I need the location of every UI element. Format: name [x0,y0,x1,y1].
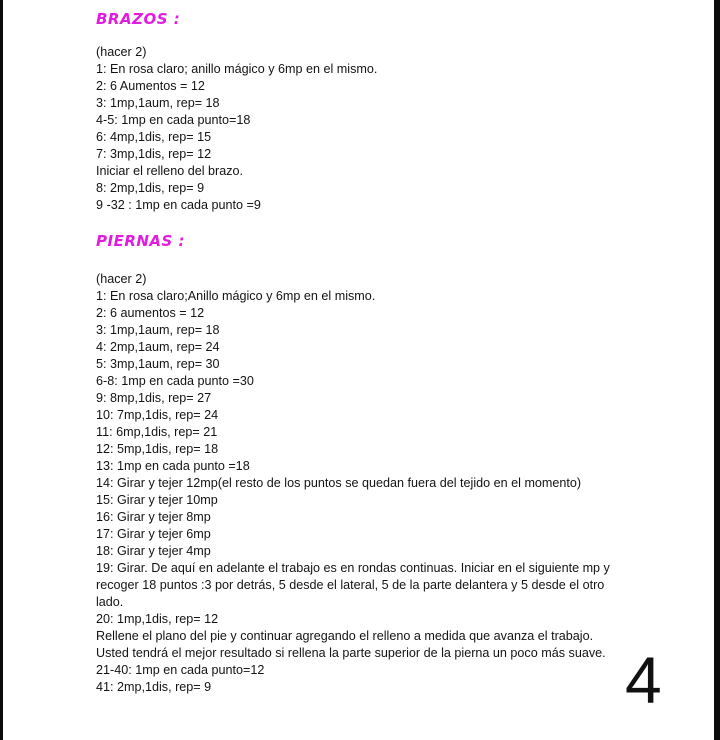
piernas-instructions [96,271,610,696]
piernas-instruction-line: Usted tendrá el mejor resultado si rellena la parte superior de la pierna un poco más suave. [96,646,606,660]
brazos-instruction-line: Iniciar el relleno del brazo. [96,164,244,178]
piernas-instruction-line: 9: 8mp,1dis, rep= 27 [96,391,212,405]
piernas-instruction-line: 3: 1mp,1aum, rep= 18 [96,323,220,337]
piernas-instruction-line: 10: 7mp,1dis, rep= 24 [96,408,219,422]
piernas-instruction-line: 19: Girar. De aquí en adelante el trabajo es en rondas continuas. Iniciar en el siguiente mp y [96,561,610,575]
piernas-instruction-line: 17: Girar y tejer 6mp [96,527,211,541]
piernas-instruction-line: 6-8: 1mp en cada punto =30 [96,374,254,388]
piernas-instruction-line: 15: Girar y tejer 10mp [96,493,218,507]
piernas-instruction-line: 2: 6 aumentos = 12 [96,306,205,320]
brazos-instruction-line: 6: 4mp,1dis, rep= 15 [96,130,212,144]
brazos-heading: BRAZOS : [96,10,181,28]
piernas-instruction-line: 41: 2mp,1dis, rep= 9 [96,680,212,694]
piernas-instruction-line: Rellene el plano del pie y continuar agregando el relleno a medida que avanza el trabajo. [96,629,594,643]
brazos-instruction-line: 2: 6 Aumentos = 12 [96,79,205,93]
piernas-instruction-line: 14: Girar y tejer 12mp(el resto de los puntos se quedan fuera del tejido en el momento) [96,476,582,490]
brazos-instruction-line: 8: 2mp,1dis, rep= 9 [96,181,205,195]
piernas-instruction-line: 5: 3mp,1aum, rep= 30 [96,357,220,371]
piernas-instruction-line: 11: 6mp,1dis, rep= 21 [96,425,218,439]
piernas-instruction-line: 20: 1mp,1dis, rep= 12 [96,612,219,626]
piernas-instruction-line: 13: 1mp en cada punto =18 [96,459,250,473]
piernas-instruction-line: 21-40: 1mp en cada punto=12 [96,663,265,677]
piernas-heading: PIERNAS : [96,232,186,250]
piernas-instruction-line: 12: 5mp,1dis, rep= 18 [96,442,219,456]
brazos-instruction-line: (hacer 2) [96,45,147,59]
brazos-instructions [96,44,377,214]
brazos-instruction-line: 7: 3mp,1dis, rep= 12 [96,147,212,161]
brazos-instruction-line: 3: 1mp,1aum, rep= 18 [96,96,220,110]
piernas-instruction-line: 4: 2mp,1aum, rep= 24 [96,340,220,354]
piernas-instruction-line: (hacer 2) [96,272,147,286]
page-number: 4 [625,643,662,717]
brazos-instruction-line: 9 -32 : 1mp en cada punto =9 [96,198,261,212]
brazos-instruction-line: 1: En rosa claro; anillo mágico y 6mp en el mismo. [96,62,378,76]
piernas-instruction-line: lado. [96,595,124,609]
piernas-instruction-line: 16: Girar y tejer 8mp [96,510,211,524]
piernas-instruction-line: recoger 18 puntos :3 por detrás, 5 desde el lateral, 5 de la parte delantera y 5 desde el otro [96,578,605,592]
piernas-instruction-line: 1: En rosa claro;Anillo mágico y 6mp en el mismo. [96,289,376,303]
brazos-instruction-line: 4-5: 1mp en cada punto=18 [96,113,251,127]
document-page [3,0,714,740]
piernas-instruction-line: 18: Girar y tejer 4mp [96,544,211,558]
